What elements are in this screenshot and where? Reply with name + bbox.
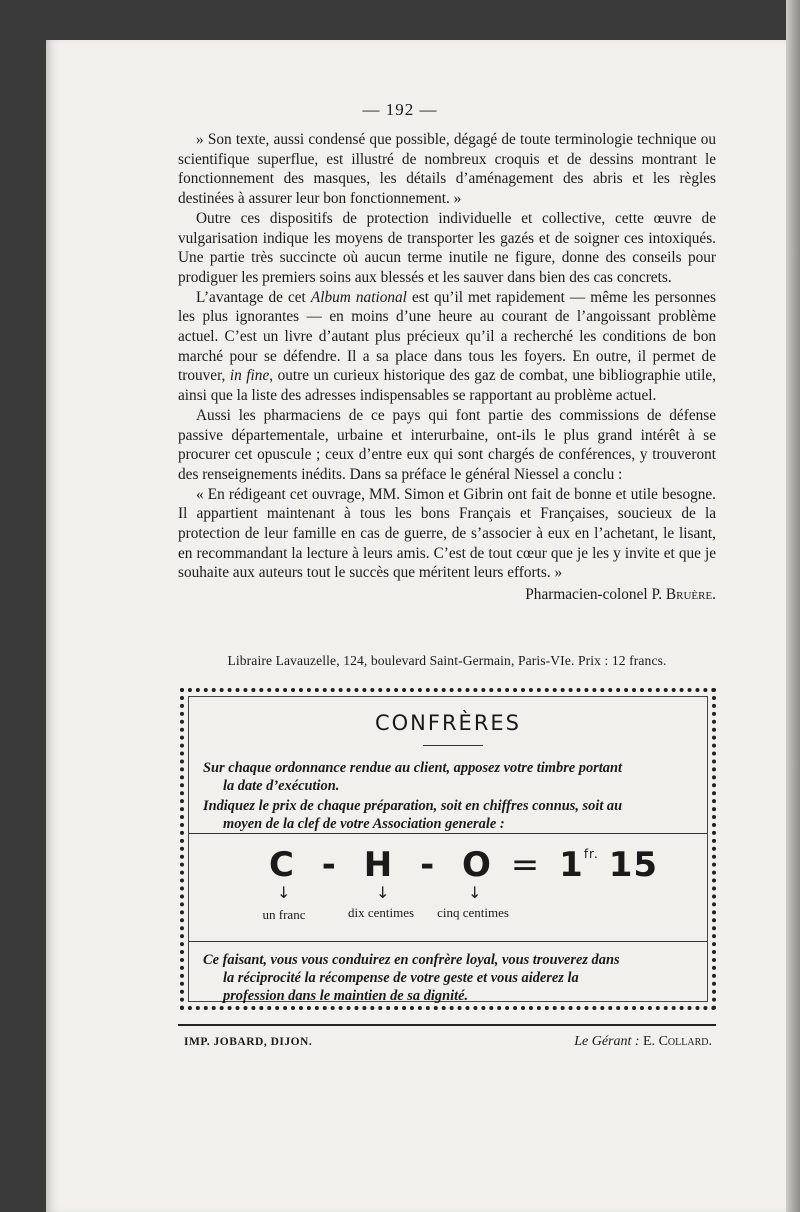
in-fine: in fine <box>229 367 270 385</box>
formula-value-dec: 15 <box>608 845 659 885</box>
signature <box>178 585 716 605</box>
album-title: Album national <box>310 288 407 306</box>
title-rule <box>423 745 483 746</box>
publisher-line: Libraire Lavauzelle, 124, boulevard Saint-Germain, Paris-VIe. Prix : 12 francs. <box>227 653 667 668</box>
page-number: — 192 — <box>362 100 438 119</box>
paragraph-1: » Son texte, aussi condensé que possible, dégagé de toute terminologie technique ou scientifique superflue, est illustré de nombreux croquis et de dessins montrant le fonctionnement des masques, les détails d’aménagement des abris et les règles destinées à assurer leur bon fonctionnement. » <box>178 131 716 208</box>
divider-bottom <box>189 941 707 942</box>
formula-c: C <box>269 845 295 885</box>
label-c: un franc <box>262 907 306 922</box>
label-o: cinq centimes <box>437 905 509 920</box>
printer-credit: IMP. JOBARD, DIJON. <box>184 1036 313 1048</box>
divider-top <box>189 833 707 834</box>
p2-line-b: moyen de la clef de votre Association generale : <box>223 816 505 832</box>
arrow-down-icon: ↓ <box>376 883 390 902</box>
para3-text-b: est qu’il met rapidement — même les personnes les plus ignorantes — en moins d’une heure au courant de l’angoissant problème actuel. C’est un livre d’autant plus précieux qu’il a recherché les conditions de bon marché pour se défendre. Il a sa place dans tous les foyers. En outre, il permet de trouver, <box>178 288 716 385</box>
p3-line-a: Ce faisant, vous vous conduirez en confrère loyal, vous trouverez dans <box>203 952 620 968</box>
signature-prefix: Pharmacien-colonel P. <box>525 586 666 604</box>
formula-equals: = <box>510 845 541 885</box>
paragraph-4: Aussi les pharmaciens de ce pays qui font partie des commissions de défense passive départementale, urbaine et interurbaine, ont-ils le plus grand intérêt à se procurer cet opuscule ; ceux d’entre eux qui sont chargés de conférences, y trouveront des renseignements inédits. Dans sa préface le général Niessel a conclu : <box>178 406 716 483</box>
gerant-name: E. Collard. <box>643 1034 712 1049</box>
label-h: dix centimes <box>347 905 415 920</box>
para3-text-c: , outre un curieux historique des gaz de combat, une bibliographie utile, ainsi que la liste des adresses indispensables se rapportant au problème actuel. <box>178 367 716 405</box>
advert-paragraph-3 <box>203 951 693 1005</box>
gerant-label: Le Gérant : <box>574 1034 640 1049</box>
signature-name: Bruère. <box>665 586 716 604</box>
price-formula <box>269 845 658 885</box>
advert-title: CONFRÈRES <box>374 711 522 735</box>
p3-line-b: la réciprocité la récompense de votre geste et vous aiderez la <box>223 970 579 986</box>
paragraph-2: Outre ces dispositifs de protection individuelle et collective, cette œuvre de vulgarisation indique les moyens de transporter les gazés et de soigner ces intoxiqués. Une partie très succincte où aucun terme inutile ne figure, donne des conseils pour prodiguer les premiers soins aux blessés et les sauver dans bien des cas concrets. <box>178 209 716 286</box>
footer-rule <box>178 1024 716 1026</box>
article-body <box>178 130 716 605</box>
p3-line-c: profession dans le maintien de sa dignité. <box>223 988 469 1004</box>
formula-dash-1: - <box>321 845 337 885</box>
p1-line-b: la date d’exécution. <box>223 778 340 794</box>
arrow-down-icon: ↓ <box>468 883 482 902</box>
formula-value-int: 1 <box>559 845 584 885</box>
formula-o: O <box>462 845 492 885</box>
formula-h: H <box>363 845 394 885</box>
formula-dash-2: - <box>420 845 436 885</box>
p1-line-a: Sur chaque ordonnance rendue au client, apposez votre timbre portant <box>203 760 622 776</box>
paragraph-3 <box>178 288 716 406</box>
arrow-down-icon: ↓ <box>277 883 291 902</box>
advert-inner <box>188 696 708 1002</box>
para3-text-a: L’avantage de cet <box>196 288 311 306</box>
paragraph-5-quote: « En rédigeant cet ouvrage, MM. Simon et Gibrin ont fait de bonne et utile besogne. Il appartient maintenant à tous les bons Français et Françaises, soucieux de la protection de leur famille en cas de guerre, de s’associer à eux en l’achetant, le lisant, en recommandant la lecture à leurs amis. C’est de tout cœur que je les y invite et que je souhaite aux auteurs tout le succès que méritent leurs efforts. » <box>178 485 716 582</box>
p2-line-a: Indiquez le prix de chaque préparation, soit en chiffres connus, soit au <box>203 798 623 814</box>
gerant-credit <box>574 1034 712 1050</box>
advert-paragraph-2 <box>203 797 693 833</box>
advert-box <box>180 688 716 1010</box>
formula-unit: fr. <box>583 847 599 861</box>
page-edge <box>786 0 800 1212</box>
advert-paragraph-1 <box>203 759 693 795</box>
